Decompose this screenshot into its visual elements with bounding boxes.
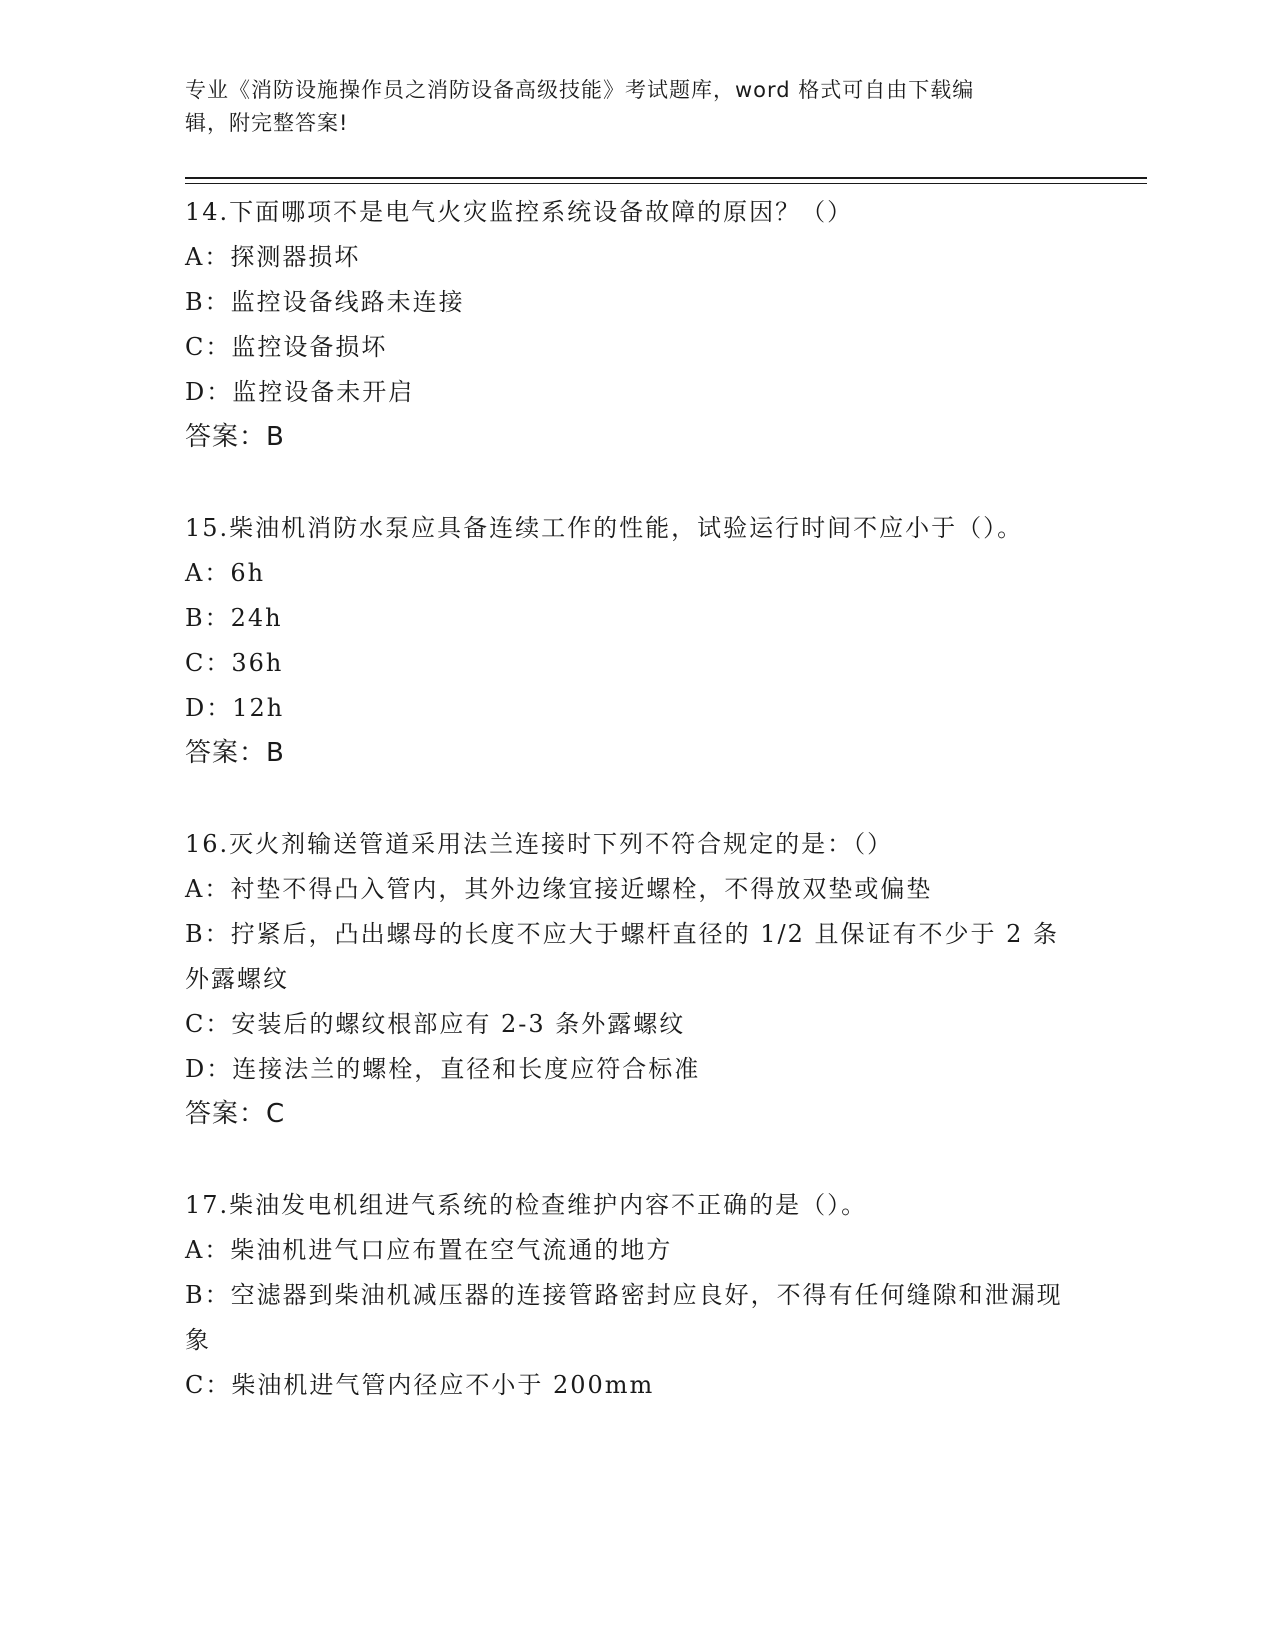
header-divider-thick: [185, 177, 1147, 179]
question-list: [185, 190, 1065, 1454]
header-line-1: 专业《消防设施操作员之消防设备高级技能》考试题库，word 格式可自由下载编: [185, 78, 975, 102]
header-line-2: 辑，附完整答案!: [185, 111, 349, 135]
option-b: B：24h: [185, 604, 283, 632]
question-stem: 16.灭火剂输送管道采用法兰连接时下列不符合规定的是：（）: [185, 830, 894, 858]
question-16: [185, 822, 1065, 1137]
question-14: [185, 190, 1065, 460]
option-d: D：12h: [185, 694, 285, 722]
option-d: D：连接法兰的螺栓，直径和长度应符合标准: [185, 1055, 701, 1083]
option-a: A：探测器损坏: [185, 243, 361, 271]
question-15: [185, 506, 1065, 776]
answer-label: 答案：B: [185, 422, 285, 452]
option-a: A：衬垫不得凸入管内，其外边缘宜接近螺栓，不得放双垫或偏垫: [185, 875, 933, 903]
option-c: C：柴油机进气管内径应不小于 200mm: [185, 1371, 655, 1399]
question-stem: 14.下面哪项不是电气火灾监控系统设备故障的原因？（）: [185, 198, 854, 226]
option-d: D：监控设备未开启: [185, 378, 415, 406]
option-b: B：监控设备线路未连接: [185, 288, 465, 316]
option-c: C：36h: [185, 649, 284, 677]
answer-label: 答案：B: [185, 738, 285, 768]
document-header: [185, 74, 1065, 140]
question-17: [185, 1183, 1065, 1408]
option-a: A：6h: [185, 559, 266, 587]
option-c: C：监控设备损坏: [185, 333, 388, 361]
question-stem: 17.柴油发电机组进气系统的检查维护内容不正确的是（）。: [185, 1191, 868, 1219]
option-b: B：空滤器到柴油机减压器的连接管路密封应良好，不得有任何缝隙和泄漏现象: [185, 1281, 1063, 1354]
question-stem: 15.柴油机消防水泵应具备连续工作的性能，试验运行时间不应小于（）。: [185, 514, 1024, 542]
header-divider-thin: [185, 183, 1147, 184]
option-b: B：拧紧后，凸出螺母的长度不应大于螺杆直径的 1/2 且保证有不少于 2 条外露螺纹: [185, 920, 1060, 993]
answer-label: 答案：C: [185, 1099, 286, 1129]
option-a: A：柴油机进气口应布置在空气流通的地方: [185, 1236, 673, 1264]
option-c: C：安装后的螺纹根部应有 2-3 条外露螺纹: [185, 1010, 686, 1038]
